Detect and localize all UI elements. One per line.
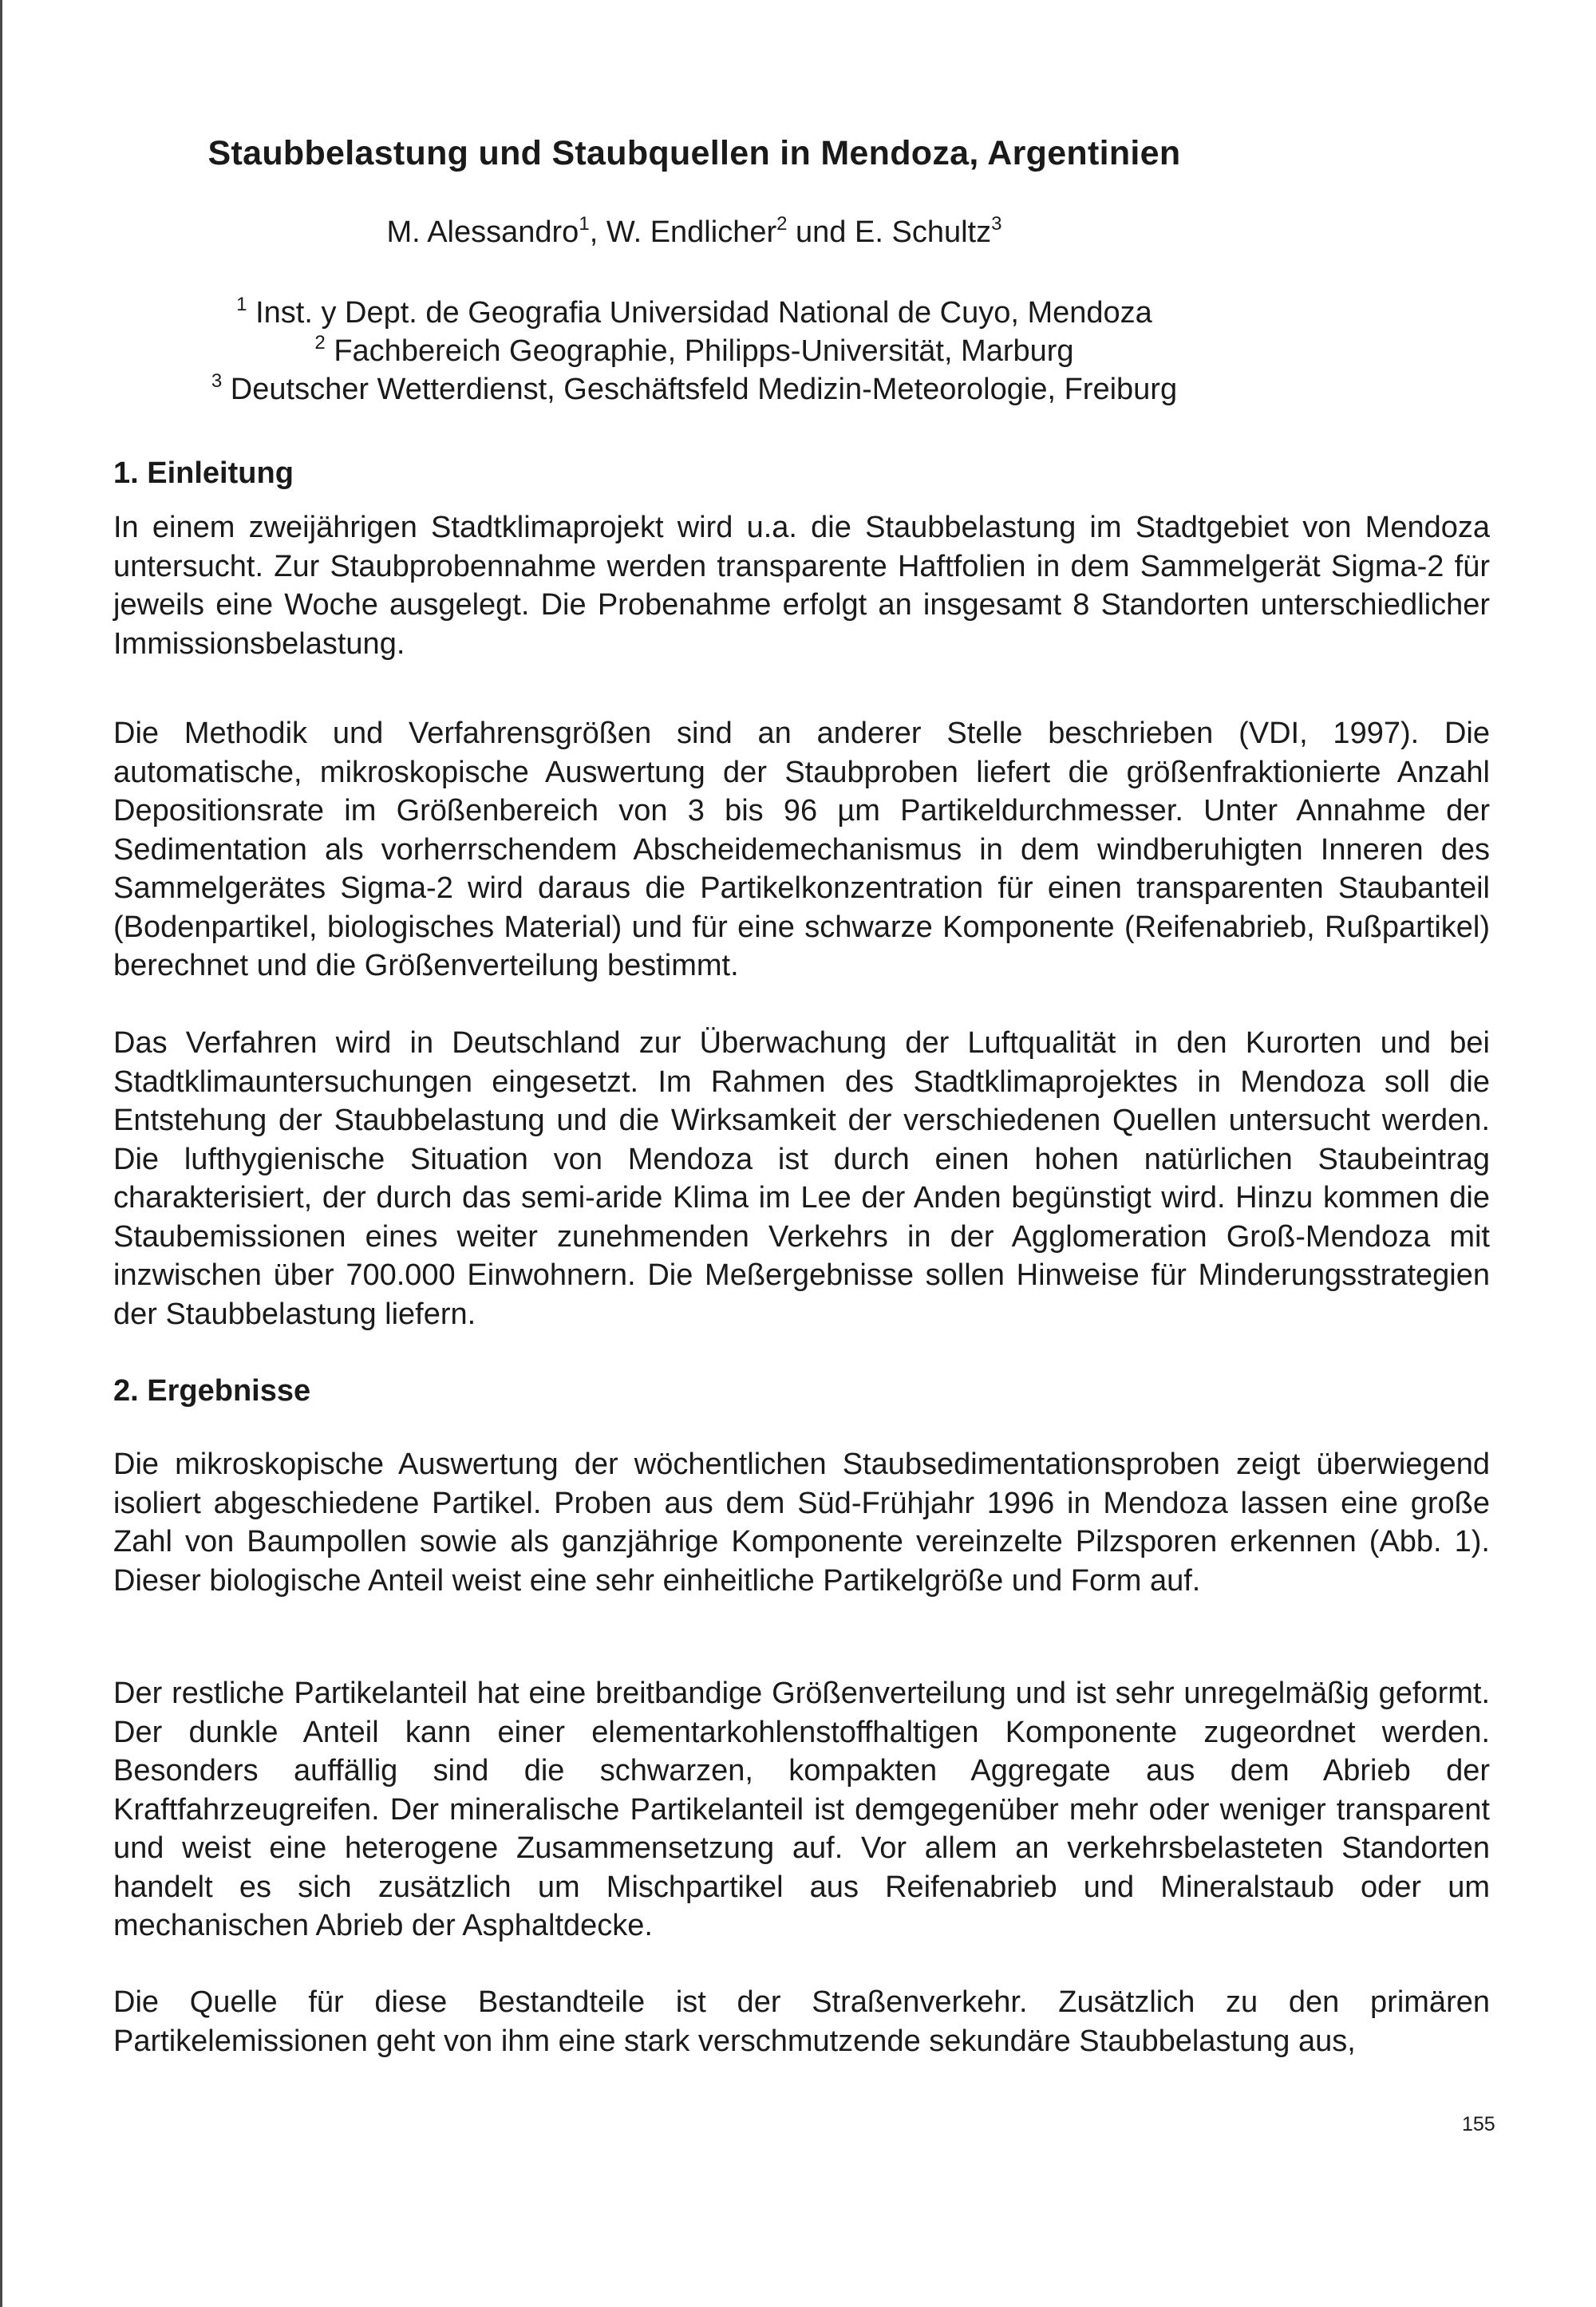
- affiliation-line: [0, 332, 1389, 370]
- affiliation-line: [0, 294, 1389, 332]
- body-paragraph: In einem zweijährigen Stadtklimaprojekt wird u.a. die Staubbelastung im Stadtgebiet von Mendoza untersucht. Zur Staubprobennahme werden transparente Haftfolien in dem Sammelgerät Sigma-2 für jeweils eine Woche ausgelegt. Die Probenahme erfolgt an insgesamt 8 Standorten unterschiedlicher Immissionsbelastung.: [113, 511, 1490, 661]
- author-line: [0, 215, 1389, 250]
- paper-title: Staubbelastung und Staubquellen in Mendoza, Argentinien: [207, 134, 1181, 172]
- author-affil-marker: 2: [776, 213, 788, 235]
- author-name: M. Alessandro: [386, 215, 579, 249]
- section-heading-ergebnisse: 2. Ergebnisse: [113, 1374, 311, 1408]
- page-number: 155: [1462, 2113, 1495, 2135]
- affiliation-marker: 1: [236, 294, 247, 315]
- author-name: W. Endlicher: [606, 215, 777, 249]
- body-paragraph: Das Verfahren wird in Deutschland zur Überwachung der Luftqualität in den Kurorten und bei Stadtklimauntersuchungen eingesetzt. Im Rahmen des Stadtklimaprojektes in Mendoza soll die Entstehung der Staubbelastung und die Wirksamkeit der verschiedenen Quellen untersucht werden. Die lufthygienische Situation von Mendoza ist durch einen hohen natürlichen Staubeintrag charakterisiert, der durch das semi-aride Klima im Lee der Anden begünstigt wird. Hinzu kommen die Staubemissionen eines weiter zunehmenden Verkehrs in der Agglomeration Groß-Mendoza mit inzwischen über 700.000 Einwohnern. Die Meßergebnisse sollen Hinweise für Minderungsstrategien der Staubbelastung liefern.: [113, 1026, 1490, 1331]
- affiliation-text: Inst. y Dept. de Geografia Universidad National de Cuyo, Mendoza: [247, 296, 1152, 330]
- author-name: E. Schultz: [855, 215, 992, 249]
- body-paragraph: Die Methodik und Verfahrensgrößen sind an anderer Stelle beschrieben (VDI, 1997). Die automatische, mikroskopische Auswertung der Staubproben liefert die größenfraktionierte Anzahl Depositionsrate im Größenbereich von 3 bis 96 µm Partikeldurchmesser. Unter Annahme der Sedimentation als vorherrschendem Abscheidemechanismus in dem windberuhigten Inneren des Sammelgerätes Sigma-2 wird daraus die Partikelkonzentration für einen transparenten Staubanteil (Bodenpartikel, biologisches Material) und für eine schwarze Komponente (Reifenabrieb, Rußpartikel) berechnet und die Größenverteilung bestimmt.: [113, 717, 1490, 982]
- section-heading-einleitung: 1. Einleitung: [113, 456, 294, 490]
- author-affil-marker: 3: [991, 213, 1002, 235]
- affiliation-text: Deutscher Wetterdienst, Geschäftsfeld Medizin-Meteorologie, Freiburg: [222, 373, 1178, 406]
- affiliation-text: Fachbereich Geographie, Philipps-Universität, Marburg: [325, 334, 1074, 368]
- affiliation-marker: 3: [211, 370, 223, 392]
- author-affil-marker: 1: [579, 213, 590, 235]
- affiliation-marker: 2: [314, 332, 326, 354]
- author-separator: ,: [589, 215, 606, 249]
- affiliation-line: [0, 370, 1389, 409]
- affiliations: [0, 294, 1389, 409]
- body-paragraph: Der restliche Partikelanteil hat eine breitbandige Größenverteilung und ist sehr unregelmäßig geformt. Der dunkle Anteil kann einer elementarkohlenstoffhaltigen Komponente zugeordnet werden. Besonders auffällig sind die schwarzen, kompakten Aggregate aus dem Abrieb der Kraftfahrzeugreifen. Der mineralische Partikelanteil ist demgegenüber mehr oder weniger transparent und weist eine heterogene Zusammensetzung auf. Vor allem an verkehrsbelasteten Standorten handelt es sich zusätzlich um Mischpartikel aus Reifenabrieb und Mineralstaub oder um mechanischen Abrieb der Asphaltdecke.: [113, 1677, 1490, 1942]
- body-paragraph: Die mikroskopische Auswertung der wöchentlichen Staubsedimentationsproben zeigt überwiegend isoliert abgeschiedene Partikel. Proben aus dem Süd-Frühjahr 1996 in Mendoza lassen eine große Zahl von Baumpollen sowie als ganzjährige Komponente vereinzelte Pilzsporen erkennen (Abb. 1). Dieser biologische Anteil weist eine sehr einheitliche Partikelgröße und Form auf.: [113, 1448, 1490, 1598]
- author-separator: und: [787, 215, 855, 249]
- body-paragraph: Die Quelle für diese Bestandteile ist der Straßenverkehr. Zusätzlich zu den primären Partikelemissionen geht von ihm eine stark verschmutzende sekundäre Staubbelastung aus,: [113, 1985, 1490, 2058]
